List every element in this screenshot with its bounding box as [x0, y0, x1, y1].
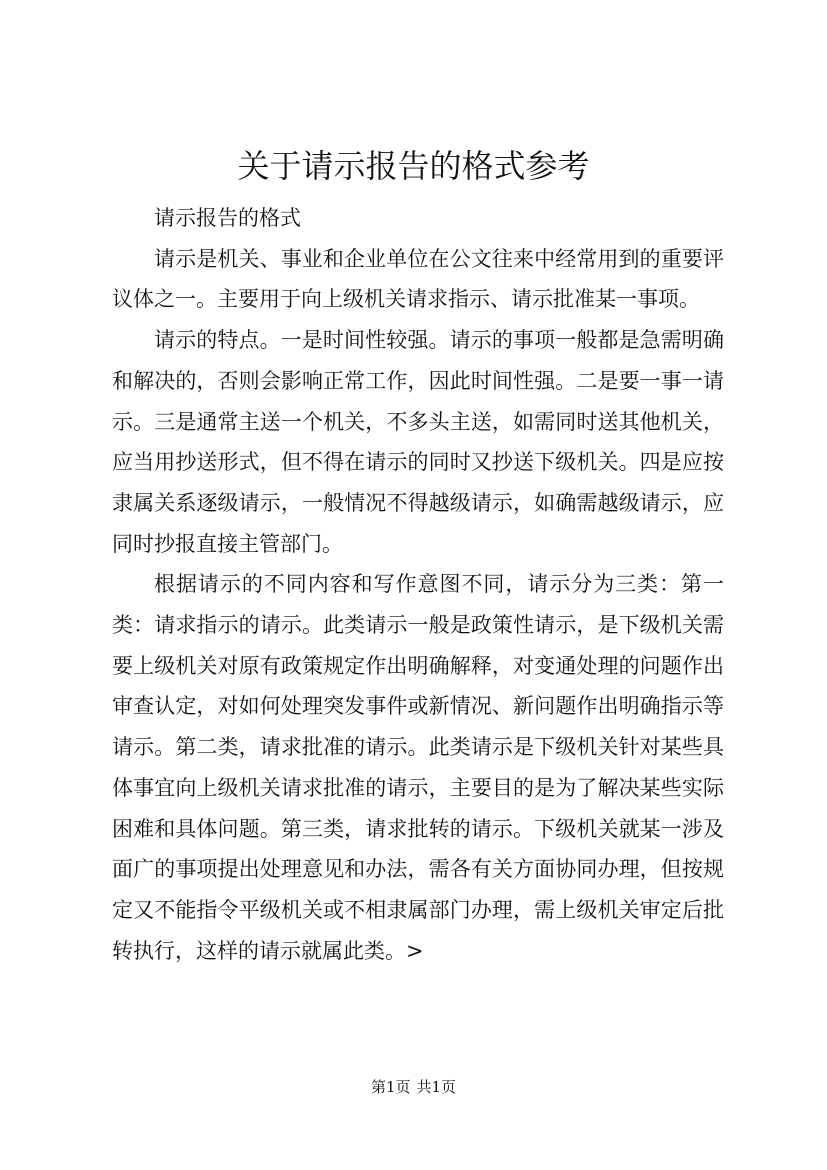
document-body — [112, 198, 724, 971]
page-footer — [0, 1076, 827, 1098]
paragraph-definition: 请示是机关、事业和企业单位在公文往来中经常用到的重要评议体之一。主要用于向上级机关请求指示、请示批准某一事项。 — [112, 246, 724, 312]
document-title: 关于请示报告的格式参考 — [237, 147, 590, 185]
paragraph-heading: 请示报告的格式 — [154, 206, 301, 230]
paragraph-characteristics: 请示的特点。一是时间性较强。请示的事项一般都是急需明确和解决的，否则会影响正常工作，因此时间性强。二是要一事一请示。三是通常主送一个机关，不多头主送，如需同时送其他机关，应当用抄送形式，但不得在请示的同时又抄送下级机关。四是应按隶属关系逐级请示，一般情况不得越级请示，如确需越级请示，应同时抄报直接主管部门。 — [112, 328, 724, 556]
page-number: 第1页 — [370, 1078, 411, 1096]
paragraph-categories: 根据请示的不同内容和写作意图不同，请示分为三类：第一类：请求指示的请示。此类请示一般是政策性请示，是下级机关需要上级机关对原有政策规定作出明确解释，对变通处理的问题作出审查认定，对如何处理突发事件或新情况、新问题作出明确指示等请示。第二类，请求批准的请示。此类请示是下级机关针对某些具体事宜向上级机关请求批准的请示，主要目的是为了解决某些实际困难和具体问题。第三类，请求批转的请示。下级机关就某一涉及面广的事项提出处理意见和办法，需各有关方面协同办理，但按规定又不能指令平级机关或不相隶属部门办理，需上级机关审定后批转执行，这样的请示就属此类。> — [112, 572, 724, 963]
page-total: 共1页 — [416, 1078, 457, 1096]
